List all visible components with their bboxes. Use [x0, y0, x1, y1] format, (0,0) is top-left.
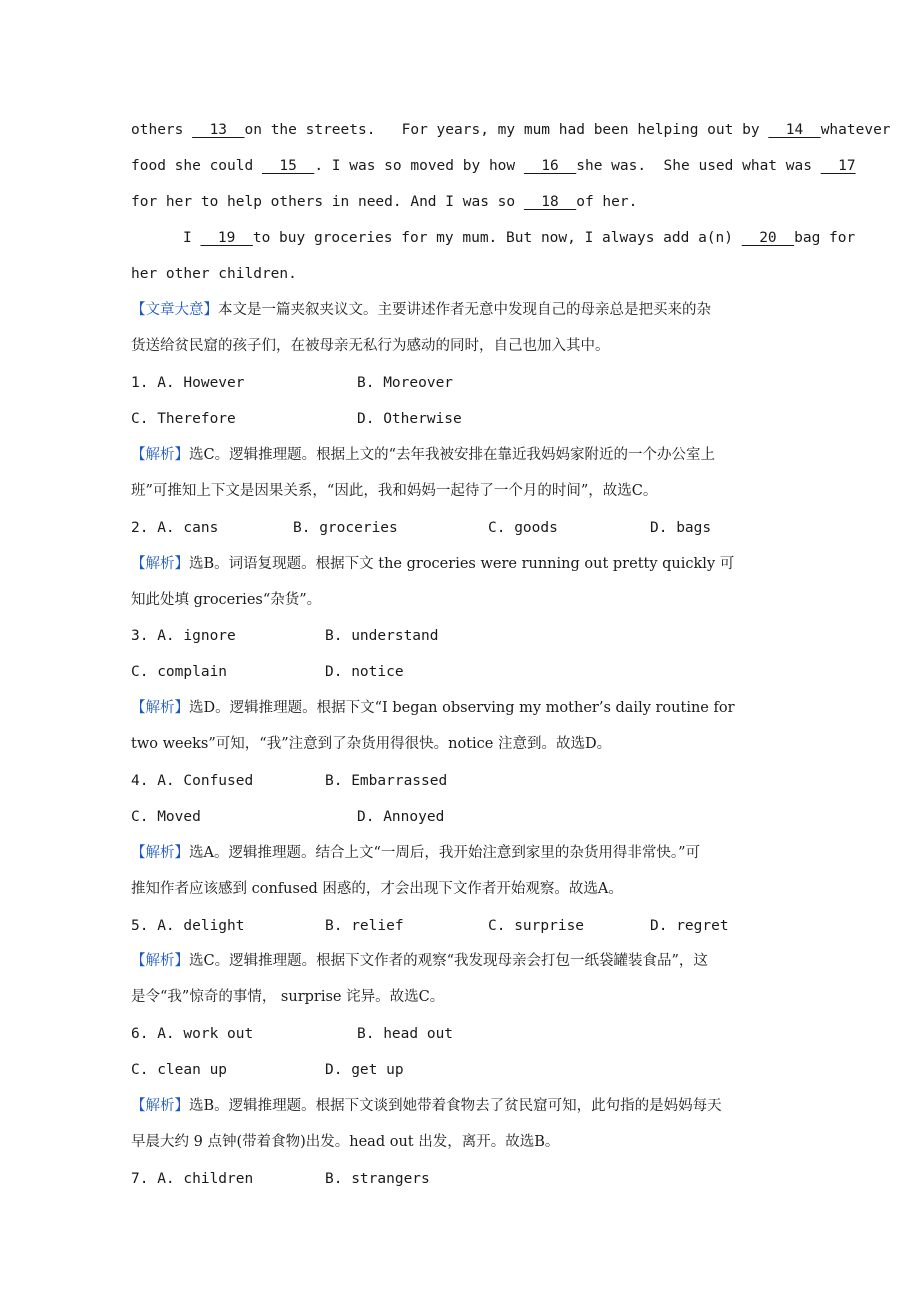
q2-option-c: C. goods	[488, 520, 558, 536]
blank-19: 19	[200, 230, 253, 246]
q3-option-a: 3. A. ignore	[131, 628, 236, 644]
passage-line-4: I 19 to buy groceries for my mum. But now, I always add a(n) 20 bag for	[183, 230, 856, 246]
explanation-5-line-2: 是令“我”惊奇的事情， surprise 诧异。故选C。	[131, 989, 445, 1005]
blank-13: 13	[192, 122, 245, 138]
q1-option-a: 1. A. However	[131, 375, 245, 391]
passage-line-1: others 13 on the streets. For years, my mum had been helping out by 14 whatever	[131, 122, 891, 138]
blank-17: 17	[820, 158, 856, 174]
q7-option-b: B. strangers	[325, 1171, 430, 1187]
summary-line-2: 货送给贫民窟的孩子们，在被母亲无私行为感动的同时，自己也加入其中。	[131, 338, 610, 354]
q1-option-b: B. Moreover	[357, 375, 454, 391]
explanation-tag: 【解析】	[131, 953, 189, 969]
q5-option-b: B. relief	[325, 918, 404, 934]
q6-option-a: 6. A. work out	[131, 1026, 254, 1042]
q4-option-d: D. Annoyed	[357, 809, 445, 825]
q6-option-c: C. clean up	[131, 1062, 228, 1078]
q4-option-c: C. Moved	[131, 809, 201, 825]
explanation-tag: 【解析】	[131, 700, 189, 716]
blank-14: 14	[768, 122, 821, 138]
explanation-5-line-1: 【解析】选C。逻辑推理题。根据下文作者的观察“我发现母亲会打包一纸袋罐装食品”，这	[131, 953, 708, 969]
summary-tag: 【文章大意】	[131, 302, 218, 318]
summary-line-1: 【文章大意】本文是一篇夹叙夹议文。主要讲述作者无意中发现自己的母亲总是把买来的杂	[131, 302, 711, 318]
q1-option-d: D. Otherwise	[357, 411, 462, 427]
explanation-4-line-1: 【解析】选A。逻辑推理题。结合上文“一周后，我开始注意到家里的杂货用得非常快。”可	[131, 845, 701, 861]
explanation-tag: 【解析】	[131, 556, 189, 572]
blank-15: 15	[261, 158, 315, 174]
explanation-1-line-1: 【解析】选C。逻辑推理题。根据上文的“去年我被安排在靠近我妈妈家附近的一个办公室上	[131, 447, 716, 463]
explanation-tag: 【解析】	[131, 1098, 189, 1114]
explanation-6-line-2: 早晨大约 9 点钟(带着食物)出发。head out 出发，离开。故选B。	[131, 1134, 560, 1150]
passage-line-3: for her to help others in need. And I was so 18 of her.	[131, 194, 638, 210]
q2-option-b: B. groceries	[293, 520, 398, 536]
q6-option-b: B. head out	[357, 1026, 454, 1042]
q2-option-a: 2. A. cans	[131, 520, 219, 536]
explanation-2-line-1: 【解析】选B。词语复现题。根据下文 the groceries were running out pretty quickly 可	[131, 556, 735, 572]
passage-line-2: food she could 15 . I was so moved by how 16 she was. She used what was 17	[131, 158, 856, 174]
passage-line-5: her other children.	[131, 266, 297, 282]
q7-option-a: 7. A. children	[131, 1171, 254, 1187]
explanation-3-line-1: 【解析】选D。逻辑推理题。根据下文“I began observing my mother’s daily routine for	[131, 700, 735, 716]
blank-18: 18	[523, 194, 577, 210]
explanation-tag: 【解析】	[131, 845, 189, 861]
q4-option-a: 4. A. Confused	[131, 773, 254, 789]
q3-option-d: D. notice	[325, 664, 404, 680]
q5-option-a: 5. A. delight	[131, 918, 245, 934]
q5-option-c: C. surprise	[488, 918, 585, 934]
explanation-4-line-2: 推知作者应该感到 confused 困惑的，才会出现下文作者开始观察。故选A。	[131, 881, 623, 897]
blank-16: 16	[523, 158, 577, 174]
q6-option-d: D. get up	[325, 1062, 404, 1078]
explanation-tag: 【解析】	[131, 447, 189, 463]
explanation-6-line-1: 【解析】选B。逻辑推理题。根据下文谈到她带着食物去了贫民窟可知，此句指的是妈妈每天	[131, 1098, 722, 1114]
q5-option-d: D. regret	[650, 918, 729, 934]
blank-20: 20	[741, 230, 795, 246]
q4-option-b: B. Embarrassed	[325, 773, 448, 789]
q2-option-d: D. bags	[650, 520, 712, 536]
q3-option-c: C. complain	[131, 664, 228, 680]
explanation-3-line-2: two weeks”可知，“我”注意到了杂货用得很快。notice 注意到。故选D。	[131, 736, 612, 752]
explanation-2-line-2: 知此处填 groceries“杂货”。	[131, 592, 322, 608]
q3-option-b: B. understand	[325, 628, 439, 644]
explanation-1-line-2: 班”可推知上下文是因果关系，“因此，我和妈妈一起待了一个月的时间”，故选C。	[131, 483, 658, 499]
q1-option-c: C. Therefore	[131, 411, 236, 427]
